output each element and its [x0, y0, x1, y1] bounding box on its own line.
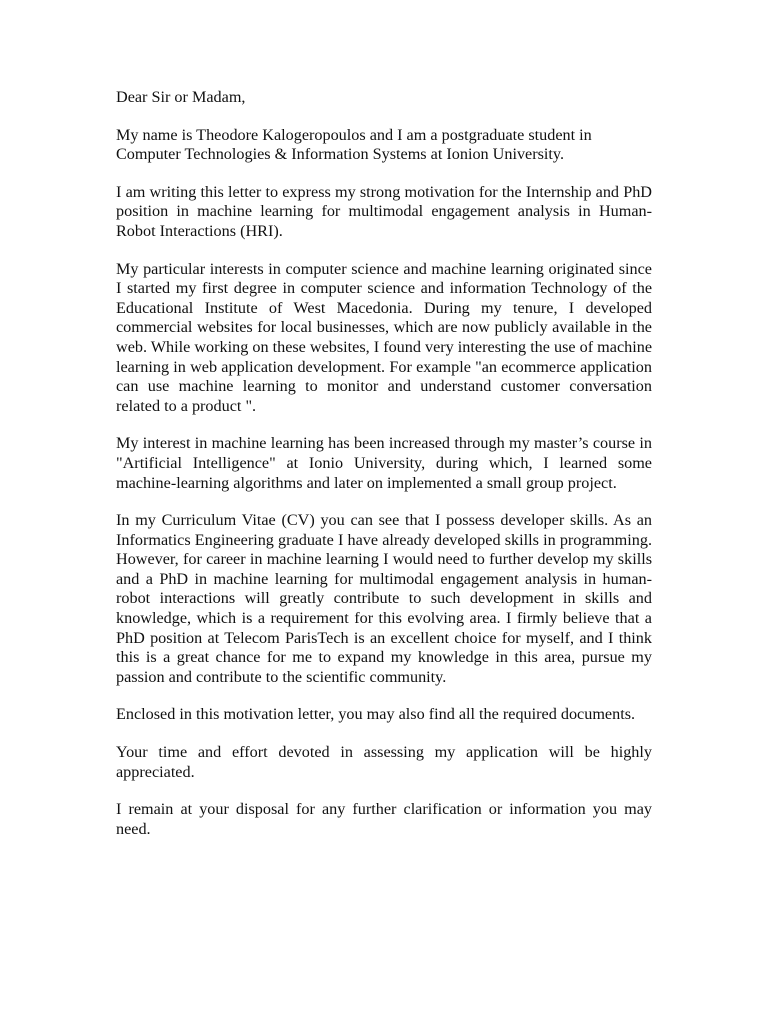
paragraph-masters: My interest in machine learning has been increased through my master’s course in "Artificial Intelligence" at Ionio University, during which, I learned some machine-learning algorithms and later on implemented a small group project. — [116, 434, 652, 492]
paragraph-enclosed: Enclosed in this motivation letter, you may also find all the required documents. — [116, 705, 636, 724]
paragraph-introduction: My name is Theodore Kalogeropoulos and I am a postgraduate student in Computer Technologies & Information Systems at Ionion University. — [116, 125, 592, 164]
paragraph-motivation: I am writing this letter to express my strong motivation for the Internship and PhD position in machine learning for multimodal engagement analysis in Human-Robot Interactions (HRI). — [116, 182, 652, 240]
motivation-letter — [116, 88, 652, 857]
paragraph-appreciation: Your time and effort devoted in assessing my application will be highly appreciated. — [116, 743, 652, 781]
paragraph-closing: I remain at your disposal for any further clarification or information you may need. — [116, 800, 652, 838]
paragraph-cv-skills: In my Curriculum Vitae (CV) you can see that I possess developer skills. As an Informatics Engineering graduate I have already developed skills in programming. However, for career in machine learning I would need to further develop my skills and a PhD in machine learning for multimodal engagement analysis in human-robot interactions will greatly contribute to such development in skills and knowledge, which is a requirement for this evolving area. I firmly believe that a PhD position at Telecom ParisTech is an excellent choice for myself, and I think this is a great chance for me to expand my knowledge in this area, pursue my passion and contribute to the scientific community. — [116, 511, 652, 686]
paragraph-interests: My particular interests in computer science and machine learning originated since I started my first degree in computer science and information Technology of the Educational Institute of West Macedonia. During my tenure, I developed commercial websites for local businesses, which are now publicly available in the web. While working on these websites, I found very interesting the use of machine learning in web application development. For example "an ecommerce application can use machine learning to monitor and understand customer conversation related to a product ". — [116, 259, 652, 415]
salutation: Dear Sir or Madam, — [116, 88, 246, 106]
